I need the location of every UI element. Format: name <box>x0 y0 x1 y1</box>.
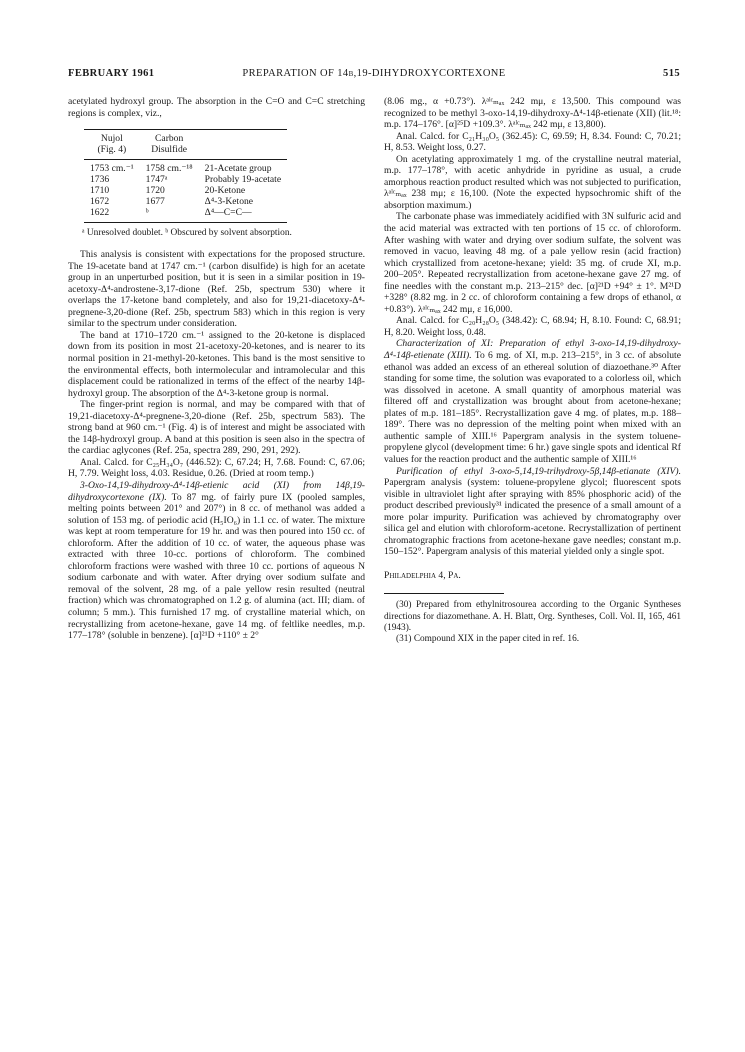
experimental-paragraph <box>384 338 681 465</box>
experimental-text: To 6 mg. of XI, m.p. 213–215°, in 3 cc. of absolute ethanol was added an excess of an ethereal solution of diazoethane.³⁰ After standing for some time, the solution was evaporated to a colorless oil, which was dissolved in acetone. A small quantity of amorphous material was filtered off and crystallization was brought about from acetone-hexane; plates of m.p. 181–185°. Recrystallization gave 4 mg. of plates, m.p. 188–189°. There was no depression of the melting point when mixed with an authentic sample of XIII.¹⁶ Papergram analysis in the system toluene-propylene glycol (development time: 6 hr.) gave single spots and identical Rf values for the reaction product and the authentic sample of XIII.¹⁶ <box>384 350 681 465</box>
intro-paragraph: acetylated hydroxyl group. The absorption in the C=O and C=C stretching regions is complex, viz., <box>68 96 365 119</box>
table-header-nujol: Nujol <box>84 130 140 145</box>
table-cell: Δ⁴—C=C— <box>199 207 287 222</box>
table-cell: 1753 cm.⁻¹ <box>90 162 134 174</box>
table-cell: 1710 <box>90 184 110 196</box>
running-header <box>68 68 680 82</box>
author-location: Philadelphia 4, Pa. <box>384 569 461 581</box>
table-header-disulfide: Disulfide <box>140 144 199 159</box>
body-paragraph: The finger-print region is normal, and may be compared with that of 19,21-diacetoxy-Δ⁴-pregnene-3,20-dione (Ref. 25b, spectrum 583). The strong band at 960 cm.⁻¹ (Fig. 4) is of interest and might be associated with the 14β-hydroxyl group. A band at this position is seen also in the spectra of the cardiac aglycones (Ref. 25a, spectra 289, 290, 291, 292). <box>68 399 365 457</box>
body-paragraph: The band at 1710–1720 cm.⁻¹ assigned to the 20-ketone is displaced down from its position in most 21-acetoxy-20-ketones, and is nearer to its normal position in 21-methyl-20-ketones. This band is the most sensitive to the environmental effects, both intermolecular and intramolecular and this displacement could be rationalized in terms of the effect of the nearby 14β-hydroxyl group. The absorption of the Δ⁴-3-ketone group is normal. <box>68 329 365 399</box>
header-date: FEBRUARY 1961 <box>68 68 155 79</box>
table-header-carbon: Carbon <box>140 130 199 145</box>
footnote: (30) Prepared from ethylnitrosourea according to the Organic Syntheses directions for diazomethane. A. H. Blatt, Org. Syntheses, Coll. Vol. II, 165, 461 (1943). <box>384 600 681 633</box>
experimental-paragraph <box>68 480 365 642</box>
table-header-fig: (Fig. 4) <box>84 144 140 159</box>
experimental-paragraph <box>384 466 681 558</box>
analysis-paragraph: Anal. Calcd. for C₂₅H₃₄O₇ (446.52): C, 67.24; H, 7.68. Found: C, 67.06; H, 7.79. Weight loss, 4.03. Residue, 0.26. (Dried at room temp.) <box>68 456 365 480</box>
table-cell: 1677 <box>145 196 165 208</box>
experimental-text: Papergram analysis (system: toluene-propylene glycol; fluorescent spots visible in ultraviolet light after spraying with 85% phosphoric acid) of the product described previously³¹ indicated the presence of a small amount of a more polar impurity. Purification was achieved by chromatography over silica gel and elution with chloroform-acetone. Recrystallization of pertinent chromatographic fractions from acetone-hexane gave needles; constant m.p. 150–152°. Papergram analysis of this material yielded only a single spot. <box>384 477 681 558</box>
table-row <box>84 207 287 222</box>
table-cell: Probably 19-acetate <box>204 173 282 185</box>
experimental-heading: 3-Oxo-14,19-dihydroxy-Δ⁴-14β-etienic acid (XI) from 14β,19-dihydroxycortexone (IX). <box>68 480 365 503</box>
table-row <box>84 174 287 185</box>
ir-absorption-table <box>84 129 287 222</box>
table-cell: ᵇ <box>140 207 199 222</box>
table-cell: 21-Acetate group <box>204 162 272 174</box>
table-cell: 20-Ketone <box>204 184 246 196</box>
experimental-heading: Purification of ethyl 3-oxo-5,14,19-trihydroxy-5β,14β-etianate (XIV). <box>396 465 681 477</box>
table-cell: Δ⁴-3-Ketone <box>204 196 254 208</box>
table-cell: 1622 <box>84 207 140 222</box>
table-cell: 1758 cm.⁻¹⁸ <box>145 162 193 174</box>
body-paragraph: On acetylating approximately 1 mg. of the crystalline neutral material, m.p. 177–178°, with acetic anhydride in pyridine as usual, a crude amorphous reaction product resulted which was not subjected to purification, λᵃˡᶜₘₐₓ 238 mμ; ε 16,100. (Note the expected hypsochromic shift of the absorption maximum.) <box>384 153 681 211</box>
table-cell: 1736 <box>90 173 110 185</box>
page-number: 515 <box>663 68 680 79</box>
body-paragraph: The carbonate phase was immediately acidified with 3N sulfuric acid and the acid material was extracted with ten portions of 15 cc. of chloroform. After washing with water and drying over sodium sulfate, the solvent was removed in vacuo, leaving 48 mg. of a pale yellow resin (acid fraction) which crystallized from acetone-hexane; yield: 35 mg. of crude XI, m.p. 200–205°. Repeated recrystallization from acetone-hexane gave 27 mg. of fine needles with the constant m.p. 213–215° dec. [α]²¹D +94° ± 1°. M²¹D +328° (8.82 mg. in 2 cc. of chloroform containing a few drops of ethanol, α +0.83°). λᵃˡᶜₘₐₓ 242 mμ, ε 16,000. <box>384 211 681 315</box>
footnote: (31) Compound XIX in the paper cited in ref. 16. <box>396 634 580 645</box>
table-header-assignment <box>199 130 287 145</box>
header-title: PREPARATION OF 14β,19-DIHYDROXYCORTEXONE <box>242 68 506 79</box>
body-paragraph: This analysis is consistent with expectations for the proposed structure. The 19-acetate band at 1747 cm.⁻¹ (carbon disulfide) is high for an acetate group in an unperturbed position, but it is seen in a similar position in 19-acetoxy-Δ⁴-androstene-3,17-dione (Ref. 25b, spectrum 530) where it overlaps the 17-ketone band completely, and also for 19,21-diacetoxy-Δ⁴-pregnene-3,20-dione (Ref. 25b, spectrum 583) which in this region is very similar to the spectrum under consideration. <box>68 249 365 330</box>
table-cell: 1747ᵃ <box>145 173 168 185</box>
table-row <box>84 159 287 174</box>
left-column <box>68 96 365 642</box>
table-row <box>84 196 287 207</box>
footnote-divider <box>384 593 504 594</box>
continued-paragraph: (8.06 mg., α +0.73°). λᵃˡᶜₘₐₓ 242 mμ, ε 13,500. This compound was recognized to be methyl 3-oxo-14,19-dihydroxy-Δ⁴-14β-etienate (XII) (lit.¹⁸: m.p. 174–176°. [α]²⁵D +109.3°. λᵃˡᶜₘₐₓ 242 mμ, ε 13,800). <box>384 96 681 131</box>
analysis-paragraph: Anal. Calcd. for C₂₀H₂₈O₅ (348.42): C, 68.94; H, 8.10. Found: C, 68.91; H, 8.20. Weight loss, 0.48. <box>384 315 681 338</box>
table-cell: 1720 <box>145 184 165 196</box>
table-header-blank <box>199 144 287 159</box>
table-cell: 1672 <box>90 196 110 208</box>
analysis-paragraph: Anal. Calcd. for C₂₁H₃₀O₅ (362.45): C, 69.59; H, 8.34. Found: C, 70.21; H, 8.53. Weight loss, 0.27. <box>384 130 681 154</box>
experimental-text: To 87 mg. of fairly pure IX (pooled samples, melting points between 201° and 207°) in 8 cc. of methanol was added a solution of 153 mg. of periodic acid (H₅IO₆) in 1.1 cc. of water. The mixture was kept at room temperature for 19 hr. and was then poured into 150 cc. of chloroform. After the addition of 10 cc. of water, the aqueous phase was extracted with three 10-cc. portions of chloroform. The combined chloroform fractions were washed with three 10 cc. portions of aqueous N sodium carbonate and with water. After drying over sodium sulfate and removal of the solvent, 28 mg. of a pale yellow resin resulted (neutral fraction) which was chromatographed on 1.2 g. of alumina (act. III; diam. of column; 5 mm.). This furnished 17 mg. of crystalline material which, on recrystallizing from acetone-hexane, gave 14 mg. of feltlike needles, m.p. 177–178° (soluble in benzene). [α]²¹D +110° ± 2° <box>68 491 365 642</box>
table-footnote: ᵃ Unresolved doublet. ᵇ Obscured by solvent absorption. <box>82 227 292 238</box>
right-column <box>384 96 681 645</box>
experimental-heading: Characterization of XI: Preparation of ethyl 3-oxo-14,19-dihydroxy-Δ⁴-14β-etienate (XIII). <box>384 338 681 362</box>
table-row <box>84 185 287 196</box>
